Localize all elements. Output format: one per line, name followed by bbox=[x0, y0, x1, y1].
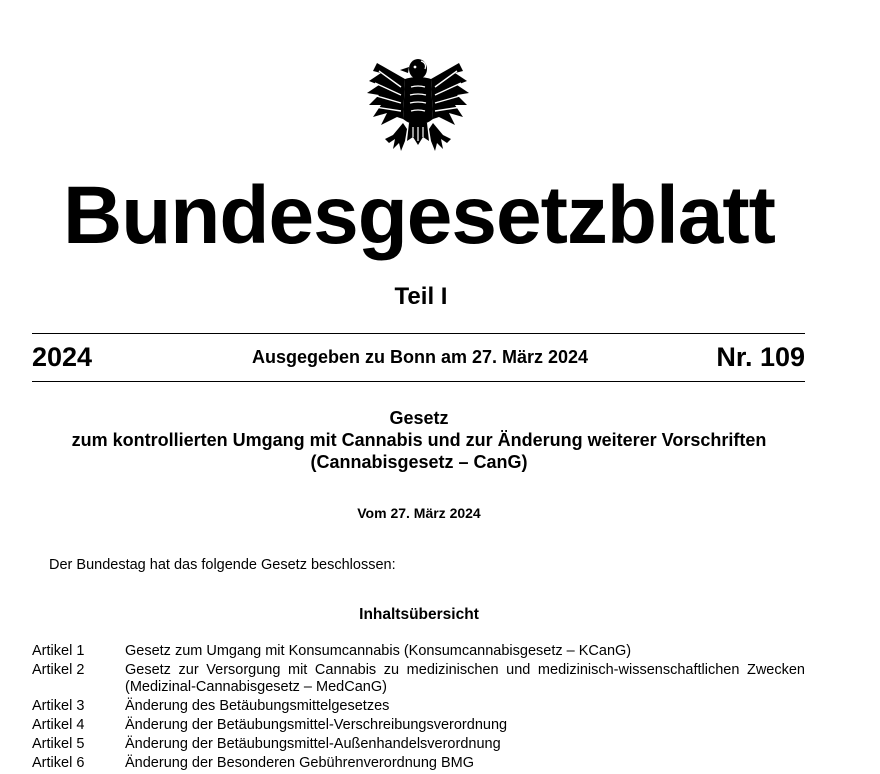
law-date: Vom 27. März 2024 bbox=[357, 505, 481, 521]
table-of-contents bbox=[32, 643, 805, 774]
issue-publication-line: Ausgegeben zu Bonn am 27. März 2024 bbox=[251, 347, 589, 367]
toc-article-title: Änderung der Betäubungsmittel-Außenhandelsverordnung bbox=[125, 736, 501, 752]
toc-row bbox=[32, 717, 805, 734]
toc-article-number: Artikel 1 bbox=[32, 643, 85, 659]
toc-row bbox=[32, 736, 805, 753]
toc-article-title: Änderung der Besonderen Gebührenverordnung BMG bbox=[125, 755, 475, 771]
law-title-line-3: (Cannabisgesetz – CanG) bbox=[310, 452, 528, 472]
toc-article-number: Artikel 3 bbox=[32, 698, 85, 714]
toc-article-number: Artikel 4 bbox=[32, 717, 85, 733]
federal-eagle-emblem bbox=[367, 57, 470, 157]
enactment-clause: Der Bundestag hat das folgende Gesetz beschlossen: bbox=[49, 557, 396, 573]
toc-article-title: Gesetz zur Versorgung mit Cannabis zu medizinischen und medizinisch-wissenschaftlichen Zwecken (Medizinal-Cannabisgesetz – MedCanG) bbox=[125, 662, 805, 695]
toc-row bbox=[32, 643, 805, 660]
law-title-line-1: Gesetz bbox=[389, 408, 449, 428]
toc-row bbox=[32, 755, 805, 772]
toc-article-number: Artikel 6 bbox=[32, 755, 85, 771]
toc-article-number: Artikel 5 bbox=[32, 736, 85, 752]
toc-article-title: Änderung der Betäubungsmittel-Verschreibungsverordnung bbox=[125, 717, 508, 733]
law-title-line-2: zum kontrollierten Umgang mit Cannabis und zur Änderung weiterer Vorschriften bbox=[71, 430, 767, 450]
toc-article-title: Gesetz zum Umgang mit Konsumcannabis (Konsumcannabisgesetz – KCanG) bbox=[125, 643, 632, 659]
gazette-part: Teil I bbox=[394, 283, 448, 310]
header-rule-top bbox=[32, 333, 805, 334]
law-title bbox=[0, 407, 838, 473]
toc-heading: Inhaltsübersicht bbox=[359, 606, 479, 623]
toc-row bbox=[32, 662, 805, 696]
issue-number: Nr. 109 bbox=[716, 342, 805, 372]
toc-row bbox=[32, 698, 805, 715]
toc-article-number: Artikel 2 bbox=[32, 662, 85, 678]
gazette-title: Bundesgesetzblatt bbox=[63, 170, 775, 261]
header-rule-bottom bbox=[32, 381, 805, 382]
toc-article-title: Änderung des Betäubungsmittelgesetzes bbox=[125, 698, 390, 714]
issue-year: 2024 bbox=[32, 342, 93, 372]
